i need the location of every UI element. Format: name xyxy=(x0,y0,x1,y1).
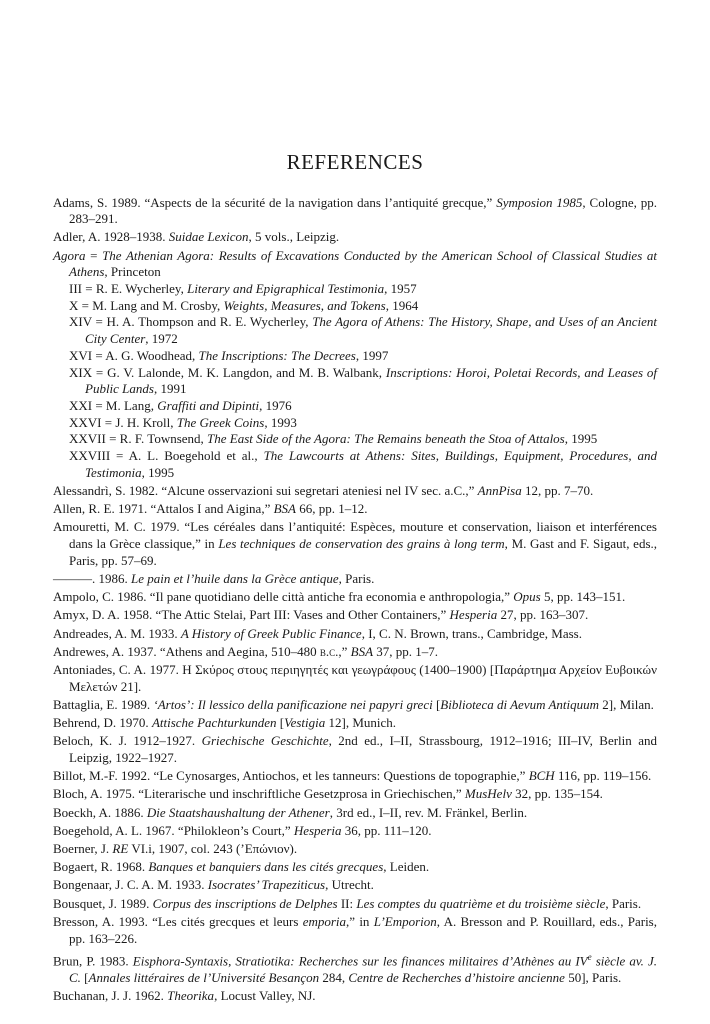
reference-entry xyxy=(53,805,657,822)
reference-title: A History of Greek Public Finance xyxy=(180,625,362,641)
reference-entry xyxy=(53,607,657,624)
reference-text: Boerner, J. xyxy=(53,841,113,857)
reference-text: X = M. Lang and M. Crosby, xyxy=(69,297,224,313)
reference-text: Battaglia, E. 1989. xyxy=(53,696,154,712)
reference-entry xyxy=(53,841,657,858)
reference-title: Inscriptions: Horoi, Poletai Records, and Leases of Public Lands xyxy=(85,364,657,397)
reference-text: Amouretti, M. C. 1979. “Les céréales dans l’antiquité: Espèces, mouture et conservation, liaison et interférences dans la Grèce classique,” in xyxy=(53,519,657,552)
reference-text: Alessandrì, S. 1982. “Alcune osservazioni sui segretari ateniesi nel IV sec. a.C.,” xyxy=(53,482,478,498)
reference-title: emporia xyxy=(302,913,347,929)
reference-text: Beloch, K. J. 1912–1927. xyxy=(53,733,202,749)
reference-entry xyxy=(53,823,657,840)
reference-title: Eisphora-Syntaxis, Stratiotika: Recherches sur les finances militaires d’Athènes au IV xyxy=(132,953,588,969)
reference-text: , 1993 xyxy=(264,414,297,430)
reference-text: 27, pp. 163–307. xyxy=(497,607,589,623)
reference-text: , I, C. N. Brown, trans., Cambridge, Mass. xyxy=(361,625,582,641)
reference-title: Isocrates’ Trapeziticus xyxy=(207,877,326,893)
reference-text: , 3rd ed., I–II, rev. M. Fränkel, Berlin. xyxy=(329,804,528,820)
reference-list xyxy=(53,193,657,1005)
reference-subentry xyxy=(53,415,657,432)
reference-text: XVI = A. G. Woodhead, xyxy=(69,347,199,363)
reference-entry xyxy=(53,195,657,228)
reference-title: Literary and Epigraphical Testimonia xyxy=(187,281,385,297)
reference-entry xyxy=(53,877,657,894)
reference-text: 2], Milan. xyxy=(599,696,654,712)
reference-title: siècle av. J. C. xyxy=(69,953,658,985)
reference-entry xyxy=(53,662,657,695)
reference-title: Weights, Measures, and Tokens xyxy=(223,297,386,313)
reference-text: , Leiden. xyxy=(383,859,430,875)
reference-entry xyxy=(53,519,657,569)
reference-subentry xyxy=(53,431,657,448)
reference-entry xyxy=(53,229,657,246)
reference-text: ,” in xyxy=(346,913,374,929)
reference-text: Adler, A. 1928–1938. xyxy=(53,229,169,245)
reference-entry xyxy=(53,914,657,947)
reference-entry xyxy=(53,733,657,766)
reference-text: , Paris. xyxy=(338,570,375,586)
reference-title: Les comptes du quatrième et du troisième siècle xyxy=(356,895,606,911)
reference-title: The Agora of Athens: The History, Shape, and Uses of an Ancient City Center xyxy=(85,314,658,347)
reference-text: Behrend, D. 1970. xyxy=(53,715,152,731)
reference-title: Corpus des inscriptions de Delphes xyxy=(152,895,338,911)
reference-title: e xyxy=(587,951,592,962)
reference-text: Boegehold, A. L. 1967. “Philokleon’s Court,” xyxy=(53,822,294,838)
reference-text: XXVI = J. H. Kroll, xyxy=(69,414,177,430)
reference-entry xyxy=(53,644,657,661)
reference-text: Ampolo, C. 1986. “Il pane quotidiano delle città antiche fra economia e anthropologia,” xyxy=(53,589,514,605)
reference-text: VI.i, 1907, col. 243 (’Επώνιον). xyxy=(128,841,298,857)
reference-entry xyxy=(53,501,657,518)
reference-text: Bloch, A. 1975. “Literarische und inschriftliche Gesetzprosa in Griechischen,” xyxy=(53,786,465,802)
reference-text: Billot, M.-F. 1992. “Le Cynosarges, Antiochos, et les tanneurs: Questions de topographie,” xyxy=(53,768,529,784)
reference-text: ,” xyxy=(338,643,351,659)
reference-subentry xyxy=(53,314,657,347)
reference-subentry xyxy=(53,365,657,398)
reference-text: , M. Gast and F. Sigaut, eds., Paris, pp. 57–69. xyxy=(69,536,657,568)
reference-text: , Utrecht. xyxy=(325,877,374,893)
reference-text: , 1997 xyxy=(355,347,389,363)
reference-text: ———. 1986. xyxy=(53,570,131,586)
reference-text: Allen, R. E. 1971. “Attalos I and Aigina,” xyxy=(53,501,274,517)
reference-text: 32, pp. 135–154. xyxy=(511,786,603,802)
reference-title: BSA xyxy=(350,643,374,659)
reference-entry xyxy=(53,589,657,606)
reference-text: 37, pp. 1–7. xyxy=(373,643,439,659)
reference-entry xyxy=(53,571,657,588)
reference-text: 284, xyxy=(319,969,349,985)
reference-title: Annales littéraires de l’Université Besançon xyxy=(88,969,320,985)
reference-title: Vestigia xyxy=(284,715,326,731)
reference-text: Bousquet, J. 1989. xyxy=(53,895,153,911)
reference-text: 12, pp. 7–70. xyxy=(521,482,594,498)
reference-text: Antoniades, C. A. 1977. Η Σκύρος στους περιηγητές και γεωγράφους (1400–1900) [Παράρτημα Αρχείον Ευβοικών Μελετών 21]. xyxy=(53,661,657,694)
reference-title: BCH xyxy=(528,768,555,784)
reference-text: Andrewes, A. 1937. “Athens and Aegina, 510–480 xyxy=(53,643,320,659)
reference-text: XIV = H. A. Thompson and R. E. Wycherley, xyxy=(69,314,313,330)
reference-text: Bogaert, R. 1968. xyxy=(53,859,149,875)
reference-text: Buchanan, J. J. 1962. xyxy=(53,987,168,1003)
reference-title: The Greek Coins xyxy=(176,414,265,430)
reference-title: Attische Pachturkunden xyxy=(151,715,277,731)
reference-text: 66, pp. 1–12. xyxy=(296,501,368,517)
reference-title: Graffiti and Dipinti xyxy=(157,397,260,413)
reference-title: Die Staatshaushaltung der Athener xyxy=(146,804,330,820)
reference-text: II: xyxy=(337,895,357,911)
reference-entry xyxy=(53,697,657,714)
reference-title: Le pain et l’huile dans la Grèce antique xyxy=(131,570,339,586)
reference-text: , 1976 xyxy=(259,397,292,413)
reference-text: Andreades, A. M. 1933. xyxy=(53,625,181,641)
reference-text: III = R. E. Wycherley, xyxy=(69,281,188,297)
reference-title: ‘Artos’: Il lessico della panificazione nei papyri greci xyxy=(153,696,433,712)
reference-title: Biblioteca di Aevum Antiquum xyxy=(440,696,600,712)
reference-text: 5, pp. 143–151. xyxy=(540,589,626,605)
reference-text: , 5 vols., Leipzig. xyxy=(248,229,340,245)
reference-text: XXVIII = A. L. Boegehold et al., xyxy=(69,448,264,464)
reference-title: Griechische Geschichte xyxy=(201,733,329,749)
reference-text: [ xyxy=(276,715,285,731)
reference-text: b.c. xyxy=(319,643,339,659)
reference-text: = xyxy=(85,247,103,263)
reference-entry xyxy=(53,896,657,913)
reference-title: The Inscriptions: The Decrees xyxy=(198,347,356,363)
reference-entry xyxy=(53,859,657,876)
reference-entry xyxy=(53,626,657,643)
reference-entry xyxy=(53,786,657,803)
reference-text: , 1964 xyxy=(385,297,419,313)
reference-text: Bresson, A. 1993. “Les cités grecques et leurs xyxy=(53,913,303,929)
reference-text: XIX = G. V. Lalonde, M. K. Langdon, and M. B. Walbank, xyxy=(69,364,386,380)
reference-title: Theorika xyxy=(167,987,215,1003)
reference-title: Suidae Lexicon xyxy=(168,229,249,245)
reference-title: BSA xyxy=(273,501,296,517)
reference-text: , 1991 xyxy=(153,381,187,397)
reference-entry xyxy=(53,248,657,281)
reference-title: L’Emporion xyxy=(373,913,437,929)
reference-title: Hesperia xyxy=(449,607,498,623)
reference-entry xyxy=(53,988,657,1005)
reference-text: , Cologne, pp. 283–291. xyxy=(69,194,657,227)
reference-subentry xyxy=(53,298,657,315)
reference-text: 36, pp. 111–120. xyxy=(341,822,432,838)
reference-text: XXVII = R. F. Townsend, xyxy=(69,431,208,447)
reference-title: The Athenian Agora: Results of Excavations Conducted by the American School of Classical Studies at Athens xyxy=(69,247,657,280)
reference-text: Adams, S. 1989. “Aspects de la sécurité de la navigation dans l’antiquité grecque,” xyxy=(53,194,497,210)
reference-text: , 1995 xyxy=(141,464,175,480)
reference-text: , Paris. xyxy=(605,895,642,911)
reference-text: , Princeton xyxy=(104,264,161,280)
reference-title: Les techniques de conservation des grains à long term xyxy=(218,536,505,552)
reference-text: , 1995 xyxy=(564,431,598,447)
reference-title: The East Side of the Agora: The Remains beneath the Stoa of Attalos xyxy=(207,431,565,447)
reference-entry xyxy=(53,483,657,500)
reference-text: 50], Paris. xyxy=(564,969,622,985)
reference-title: Opus xyxy=(513,589,541,605)
reference-text: Boeckh, A. 1886. xyxy=(53,804,147,820)
reference-text: , 1957 xyxy=(384,281,417,297)
reference-text: Bongenaar, J. C. A. M. 1933. xyxy=(53,877,208,893)
page-title: REFERENCES xyxy=(286,150,424,174)
reference-title: Banques et banquiers dans les cités grecques xyxy=(148,859,384,875)
reference-subentry xyxy=(53,281,657,298)
reference-text: , A. Bresson and P. Rouillard, eds., Paris, pp. 163–226. xyxy=(69,913,657,946)
reference-text: Brun, P. 1983. xyxy=(53,953,133,969)
reference-title: Agora xyxy=(53,247,86,263)
reference-text: XXI = M. Lang, xyxy=(69,397,158,413)
reference-title: RE xyxy=(112,841,129,857)
reference-text: , 2nd ed., I–II, Strassbourg, 1912–1916; III–IV, Berlin and Leipzig, 1922–1927. xyxy=(69,733,657,765)
reference-entry xyxy=(53,715,657,732)
reference-title: MusHelv xyxy=(464,786,512,802)
reference-text: 116, pp. 119–156. xyxy=(554,768,652,784)
reference-entry xyxy=(53,949,657,987)
reference-title: The Lawcourts at Athens: Sites, Buildings, Equipment, Procedures, and Testimonia xyxy=(85,448,658,480)
reference-text: , 1972 xyxy=(145,331,178,347)
reference-text: 12], Munich. xyxy=(325,715,397,731)
reference-title: Hesperia xyxy=(293,822,342,838)
reference-text: , Locust Valley, NJ. xyxy=(214,987,316,1003)
reference-entry xyxy=(53,768,657,785)
reference-subentry xyxy=(53,448,657,481)
reference-title: Symposion 1985 xyxy=(496,194,583,210)
reference-text: [ xyxy=(80,969,89,985)
reference-subentry xyxy=(53,348,657,365)
reference-subentry xyxy=(53,398,657,415)
reference-text: [ xyxy=(432,696,441,712)
reference-text: Amyx, D. A. 1958. “The Attic Stelai, Part III: Vases and Other Containers,” xyxy=(53,607,450,623)
reference-title: AnnPisa xyxy=(477,482,522,498)
reference-title: Centre de Recherches d’histoire ancienne xyxy=(348,969,565,985)
